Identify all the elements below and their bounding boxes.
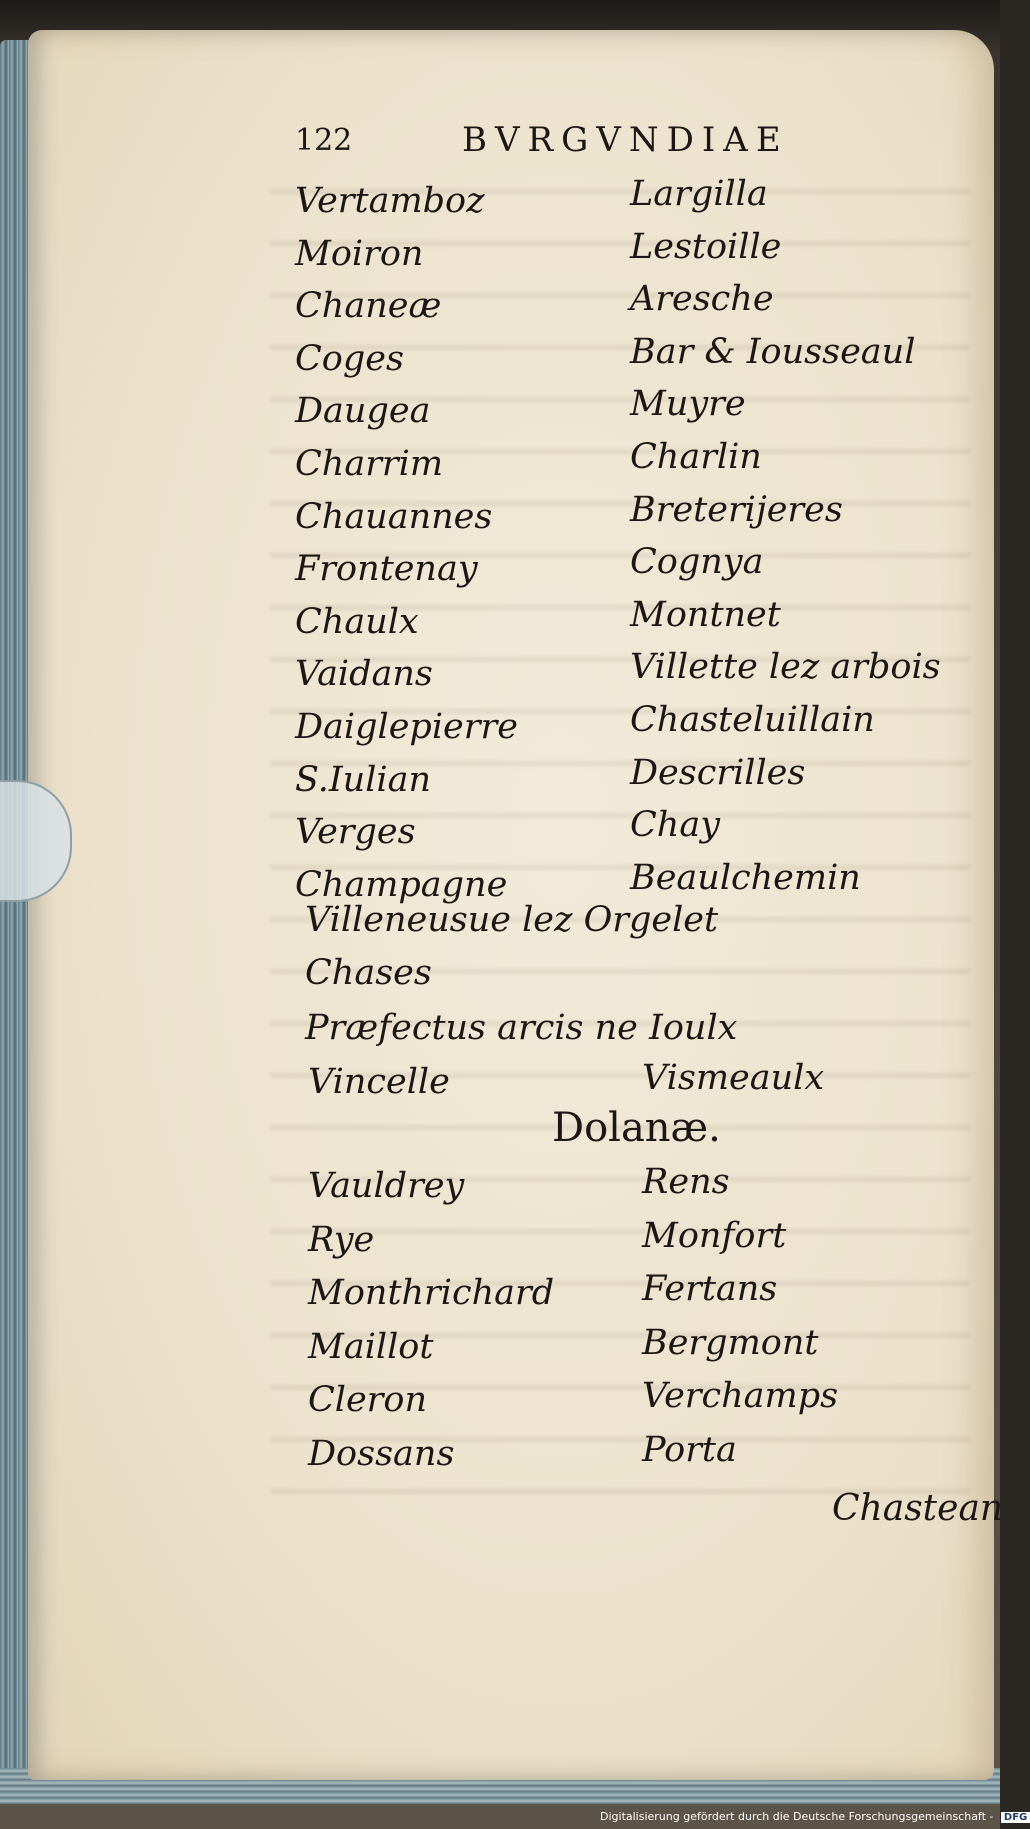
list-item: Vertamboz <box>295 181 485 221</box>
list-item: Monfort <box>642 1215 787 1256</box>
list-item: Coges <box>295 338 404 379</box>
list-item: Bar & Iousseaul <box>630 331 916 372</box>
list-item: Charrim <box>295 443 444 484</box>
list-item: Moiron <box>295 233 424 274</box>
digitization-credit <box>600 1810 1030 1823</box>
pair-line-right: Vismeaulx <box>642 1058 825 1098</box>
list-item: Champagne <box>295 864 508 905</box>
list-item: Villette lez arbois <box>630 647 941 688</box>
list-item: Chasteluillain <box>630 699 875 740</box>
section-heading: Dolanæ. <box>552 1105 721 1151</box>
wide-line: Chases <box>305 953 432 993</box>
list-item: Dossans <box>308 1433 455 1474</box>
list-item: Chay <box>630 805 720 846</box>
list-item: Cognya <box>630 542 764 583</box>
list-item: Descrilles <box>630 752 806 793</box>
list-item: Verchamps <box>642 1376 839 1416</box>
wide-line: Præfectus arcis ne Ioulx <box>305 1008 738 1048</box>
list-item: Vauldrey <box>308 1166 465 1206</box>
list-item: Frontenay <box>295 549 478 590</box>
list-one-right-column <box>630 168 990 904</box>
list-item: Rens <box>642 1162 730 1202</box>
section-right-column <box>642 1156 838 1477</box>
list-item: Montnet <box>630 594 781 635</box>
list-item: Verges <box>295 812 416 853</box>
list-item: Chauannes <box>295 496 493 537</box>
list-item: Beaulchemin <box>630 857 861 898</box>
running-title: BVRGVNDIAE <box>462 120 789 160</box>
list-item: Fertans <box>642 1269 778 1309</box>
list-item: Daugea <box>295 391 431 432</box>
list-item: Aresche <box>630 279 774 320</box>
list-item: Cleron <box>308 1380 428 1420</box>
page-number: 122 <box>295 123 353 158</box>
dfg-logo: DFG <box>1001 1812 1030 1823</box>
list-item: Charlin <box>630 436 762 477</box>
section-left-column <box>308 1160 554 1481</box>
list-item: Chaulx <box>295 601 419 642</box>
list-item: Muyre <box>630 384 746 425</box>
list-item: Porta <box>642 1429 737 1470</box>
list-one-left-column <box>295 175 655 911</box>
wide-line: Villeneusue lez Orgelet <box>305 900 719 940</box>
list-item: Bergmont <box>642 1322 819 1363</box>
list-item: Vaidans <box>295 654 433 695</box>
list-item: Lestoille <box>630 226 782 267</box>
list-item: Largilla <box>630 174 768 214</box>
catchword: Chastean <box>832 1488 1004 1529</box>
list-item: Maillot <box>308 1326 434 1367</box>
pair-line-left: Vincelle <box>308 1062 450 1102</box>
list-item: Rye <box>308 1219 375 1260</box>
list-item: S.Iulian <box>295 759 432 800</box>
list-item: Chaneæ <box>295 286 442 327</box>
credit-text: Digitalisierung gefördert durch die Deutsche Forschungsgemeinschaft - <box>600 1810 994 1823</box>
list-item: Daiglepierre <box>295 706 518 747</box>
list-item: Monthrichard <box>308 1273 555 1313</box>
list-item: Breterijeres <box>630 489 843 530</box>
